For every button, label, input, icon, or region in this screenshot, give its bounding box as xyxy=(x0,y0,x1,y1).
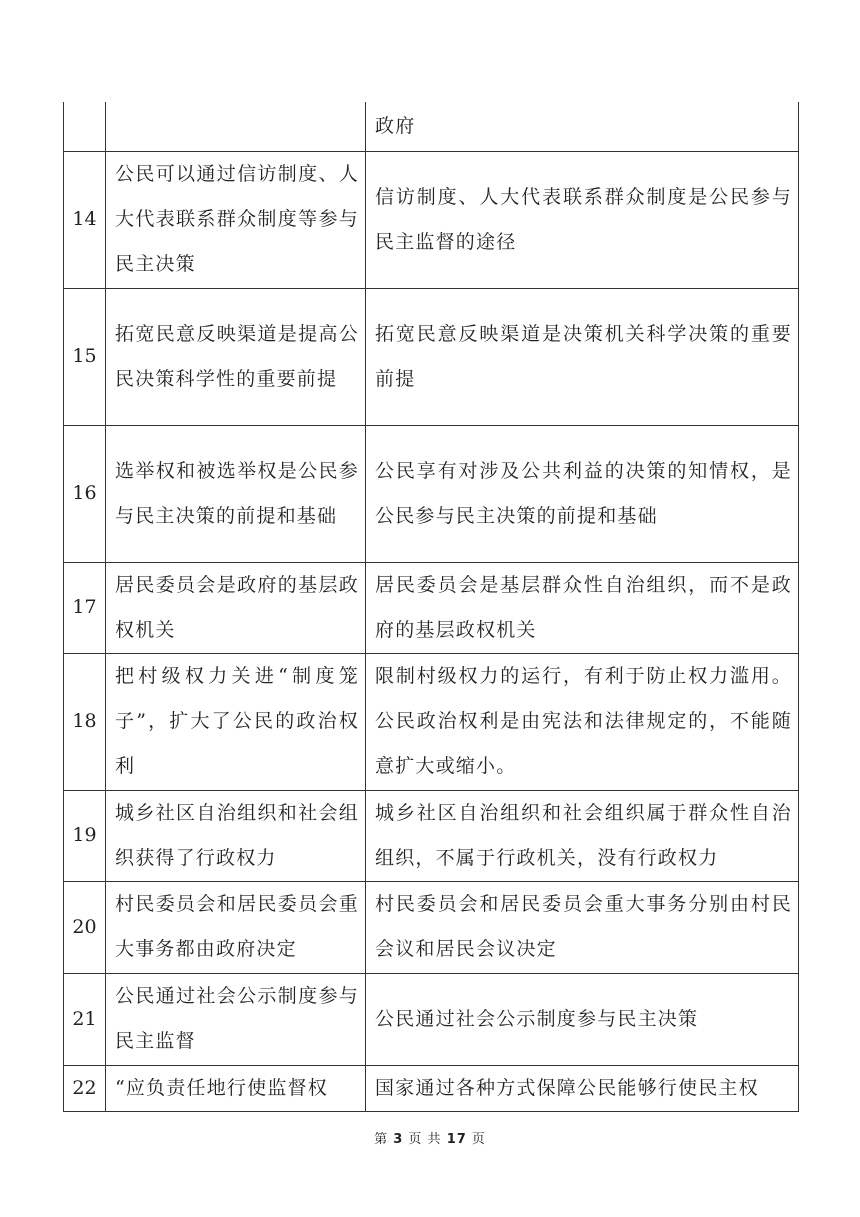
table-row xyxy=(64,1065,799,1111)
table-row xyxy=(64,425,799,562)
row-number: 14 xyxy=(64,151,106,288)
table-row xyxy=(64,562,799,653)
correction-cell: 政府 xyxy=(366,102,799,151)
current-page-number: 3 xyxy=(393,1132,404,1147)
footer-suffix: 页 xyxy=(471,1132,486,1147)
correction-cell: 公民通过社会公示制度参与民主决策 xyxy=(366,973,799,1065)
correction-cell: 限制村级权力的运行，有利于防止权力滥用。公民政治权利是由宪法和法律规定的，不能随意扩大或缩小。 xyxy=(366,653,799,790)
correction-cell: 居民委员会是基层群众性自治组织，而不是政府的基层政权机关 xyxy=(366,562,799,653)
statement-cell: 城乡社区自治组织和社会组织获得了行政权力 xyxy=(106,790,366,881)
row-number: 16 xyxy=(64,425,106,562)
statement-cell: 居民委员会是政府的基层政权机关 xyxy=(106,562,366,653)
table-row xyxy=(64,288,799,425)
footer-middle: 页 共 xyxy=(408,1132,442,1147)
table-row xyxy=(64,653,799,790)
row-number: 15 xyxy=(64,288,106,425)
row-number: 22 xyxy=(64,1065,106,1111)
correction-cell: 城乡社区自治组织和社会组织属于群众性自治组织，不属于行政机关，没有行政权力 xyxy=(366,790,799,881)
row-number: 21 xyxy=(64,973,106,1065)
statement-cell: 村民委员会和居民委员会重大事务都由政府决定 xyxy=(106,881,366,973)
correction-cell: 信访制度、人大代表联系群众制度是公民参与民主监督的途径 xyxy=(366,151,799,288)
row-number: 18 xyxy=(64,653,106,790)
statement-cell: 公民通过社会公示制度参与民主监督 xyxy=(106,973,366,1065)
row-number: 20 xyxy=(64,881,106,973)
table-row xyxy=(64,973,799,1065)
correction-cell: 公民享有对涉及公共利益的决策的知情权，是公民参与民主决策的前提和基础 xyxy=(366,425,799,562)
row-number: 17 xyxy=(64,562,106,653)
statement-cell: 公民可以通过信访制度、人大代表联系群众制度等参与民主决策 xyxy=(106,151,366,288)
row-number: 19 xyxy=(64,790,106,881)
correction-cell: 国家通过各种方式保障公民能够行使民主权 xyxy=(366,1065,799,1111)
row-number xyxy=(64,102,106,151)
statement-cell: 把村级权力关进“制度笼子”，扩大了公民的政治权利 xyxy=(106,653,366,790)
table-row xyxy=(64,102,799,151)
total-page-count: 17 xyxy=(446,1132,467,1147)
table-row xyxy=(64,881,799,973)
statement-cell xyxy=(106,102,366,151)
statement-cell: 拓宽民意反映渠道是提高公民决策科学性的重要前提 xyxy=(106,288,366,425)
page-footer xyxy=(0,1128,860,1147)
content-table xyxy=(63,102,799,1112)
table-row xyxy=(64,790,799,881)
table-row xyxy=(64,151,799,288)
correction-cell: 拓宽民意反映渠道是决策机关科学决策的重要前提 xyxy=(366,288,799,425)
correction-cell: 村民委员会和居民委员会重大事务分别由村民会议和居民会议决定 xyxy=(366,881,799,973)
statement-cell: “应负责任地行使监督权 xyxy=(106,1065,366,1111)
footer-prefix: 第 xyxy=(374,1132,389,1147)
statement-cell: 选举权和被选举权是公民参与民主决策的前提和基础 xyxy=(106,425,366,562)
